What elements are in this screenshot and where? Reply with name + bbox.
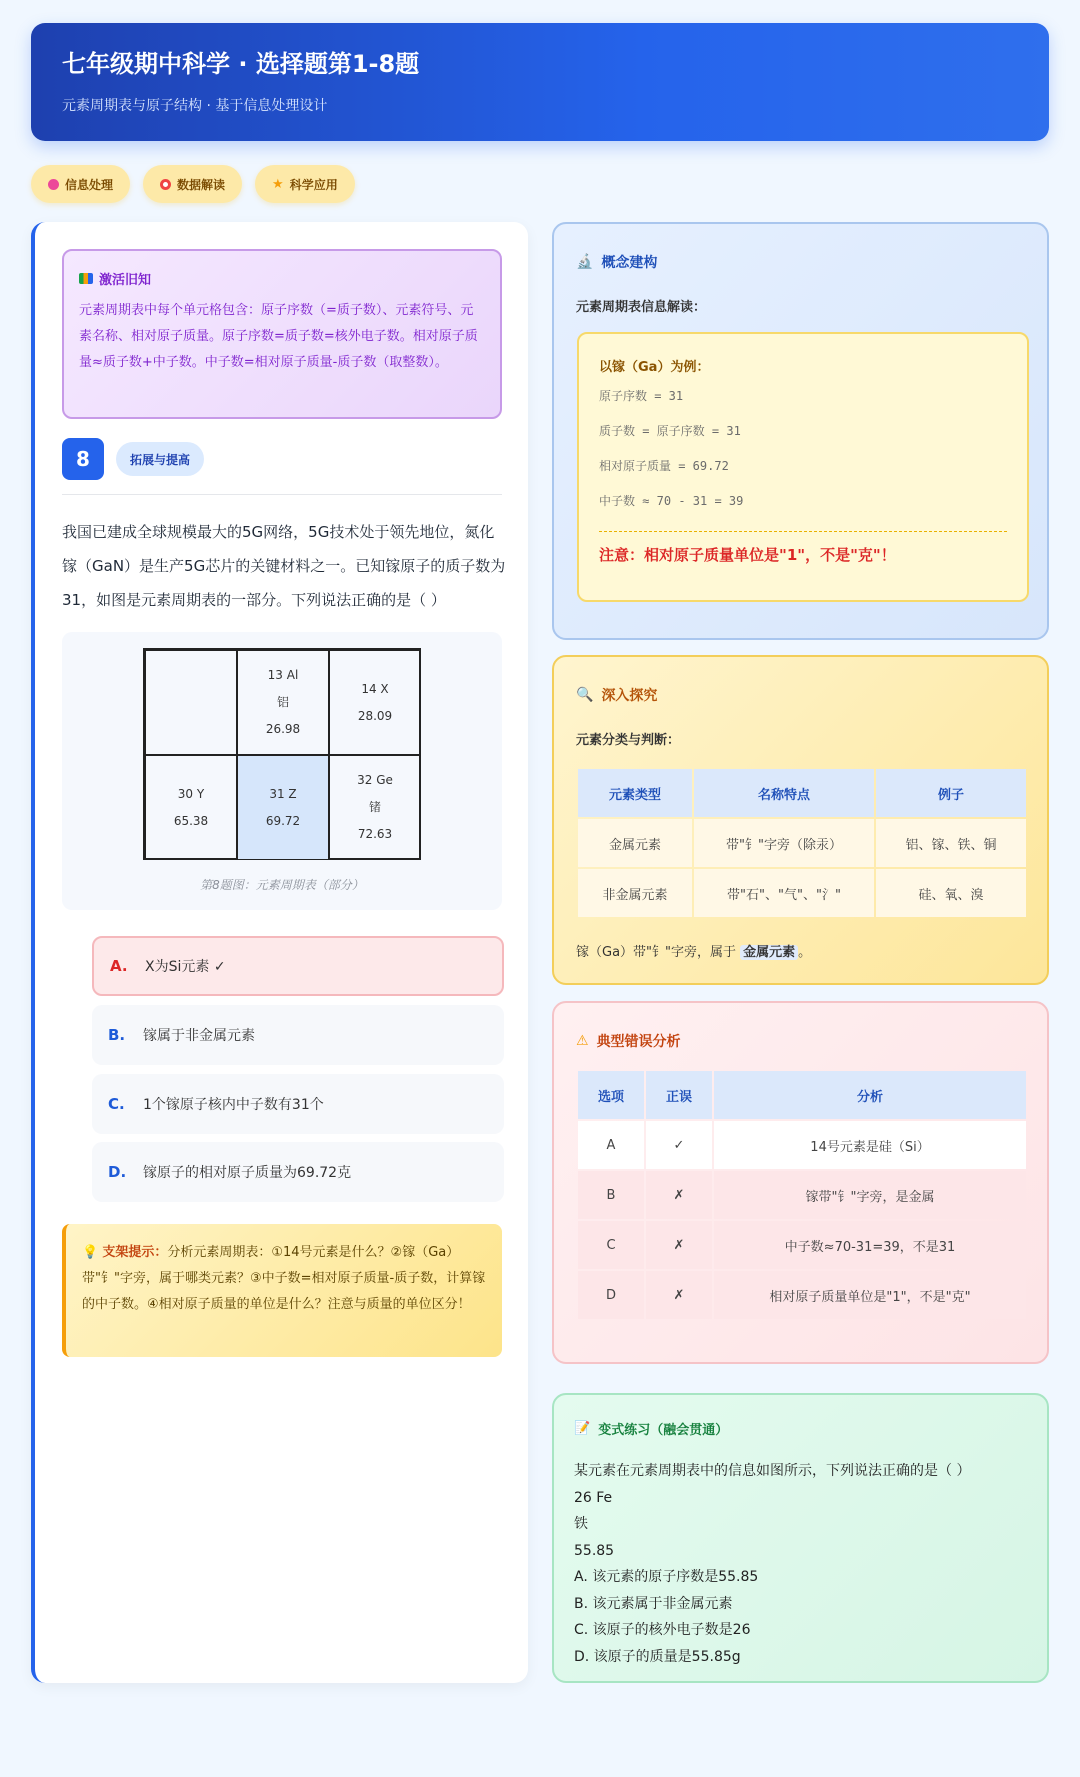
page-title: 七年级期中科学 · 选择题第1-8题: [62, 50, 420, 78]
activate-knowledge-box: [62, 249, 502, 419]
error-analysis-card: [552, 1001, 1049, 1364]
periodic-table-figure: [62, 632, 502, 910]
practice-card: [552, 1393, 1049, 1683]
table-cell: [145, 650, 237, 755]
explore-subtitle: 元素分类与判断：: [576, 733, 681, 748]
page-header: [31, 23, 1049, 141]
lightbulb-icon: 💡: [82, 1245, 99, 1260]
table-header: 元素类型 名称特点 例子: [578, 769, 1026, 817]
question-number: 8: [62, 438, 104, 480]
example-box: [577, 332, 1029, 602]
figure-caption: 第8题图：元素周期表（部分）: [200, 878, 364, 892]
example-title: 以镓（Ga）为例：: [599, 360, 710, 375]
table-row: D ✗ 相对原子质量单位是"1"，不是"克": [578, 1271, 1026, 1319]
practice-content: 某元素在元素周期表中的信息如图所示，下列说法正确的是（ ） 26 Fe 铁 55.85 A. 该元素的原子序数是55.85 B. 该元素属于非金属元素 C. 该原子的核外电子数是26 D. 该原子的质量是55.85g: [574, 1458, 970, 1670]
practice-title: 📝 变式练习（融会贯通）: [574, 1421, 729, 1438]
scaffold-hint: 💡 支架提示：分析元素周期表：①14号元素是什么？②镓（Ga）带"钅"字旁，属于哪类元素？③中子数=相对原子质量-质子数，计算镓的中子数。④相对原子质量的单位是什么？注意与质量的单位区分！: [62, 1224, 502, 1357]
option-a[interactable]: A. X为Si元素 ✓: [92, 936, 504, 996]
brain-icon: [48, 179, 59, 190]
table-header: 选项 正误 分析: [578, 1071, 1026, 1119]
concept-title: 🔬 概念建构: [576, 254, 658, 271]
practice-option-c[interactable]: C. 该原子的核外电子数是26: [574, 1622, 751, 1638]
explore-card: [552, 655, 1049, 985]
concept-card: [552, 222, 1049, 640]
table-cell-al: 13 Al 铝 26.98: [237, 650, 329, 755]
target-icon: [160, 179, 171, 190]
memo-icon: 📝: [574, 1421, 591, 1436]
option-b[interactable]: B. 镓属于非金属元素: [92, 1005, 504, 1065]
activate-body: 元素周期表中每个单元格包含：原子序数（=质子数）、元素符号、元素名称、相对原子质量。原子序数=质子数=核外电子数。相对原子质量≈质子数+中子数。中子数=相对原子质量-质子数（取整数）。: [79, 303, 478, 370]
books-icon: [79, 273, 93, 284]
question-type-badge: 拓展与提高: [116, 442, 204, 476]
microscope-icon: 🔬: [576, 254, 594, 270]
errors-title: ⚠ 典型错误分析: [576, 1033, 681, 1050]
element-classification-table: [576, 767, 1028, 919]
page-subtitle: 元素周期表与原子结构 · 基于信息处理设计: [62, 98, 328, 114]
table-cell-x: 14 X 28.09: [329, 650, 421, 755]
activate-title: 激活旧知: [79, 269, 485, 288]
unit-warning: 注意：相对原子质量单位是"1"，不是"克"！: [599, 546, 896, 564]
practice-option-b[interactable]: B. 该元素属于非金属元素: [574, 1595, 733, 1612]
magnifier-icon: 🔍: [576, 687, 594, 703]
table-cell-y: 30 Y 65.38: [145, 755, 237, 860]
table-cell-ge: 32 Ge 锗 72.63: [329, 755, 421, 860]
table-row: C ✗ 中子数≈70-31=39，不是31: [578, 1221, 1026, 1269]
tag-science-application[interactable]: ★ 科学应用: [255, 165, 355, 203]
tag-list: [31, 165, 355, 203]
question-stem: 我国已建成全球规模最大的5G网络，5G技术处于领先地位，氮化镓（GaN）是生产5G芯片的关键材料之一。已知镓原子的质子数为31，如图是元素周期表的一部分。下列说法正确的是（ ）: [62, 523, 506, 609]
practice-option-a[interactable]: A. 该元素的原子序数是55.85: [574, 1569, 759, 1585]
tag-data-reading[interactable]: 数据解读: [143, 165, 242, 203]
tag-info-processing[interactable]: 信息处理: [31, 165, 130, 203]
table-row: A ✓ 14号元素是硅（Si）: [578, 1121, 1026, 1169]
divider: [62, 494, 502, 495]
warning-icon: ⚠: [576, 1033, 589, 1049]
table-row: 非金属元素 带"石"、"气"、"氵" 硅、氧、溴: [578, 869, 1026, 917]
question-card: [31, 222, 528, 1683]
example-lines: 原子序数 = 31 质子数 = 原子序数 = 31 相对原子质量 = 69.72 中子数 ≈ 70 - 31 = 39: [599, 389, 744, 508]
explore-conclusion: 镓（Ga）带"钅"字旁，属于 金属元素 。: [576, 945, 812, 960]
option-c[interactable]: C. 1个镓原子核内中子数有31个: [92, 1074, 504, 1134]
star-icon: ★: [272, 176, 284, 192]
concept-subtitle: 元素周期表信息解读：: [576, 300, 707, 315]
table-cell-z: 31 Z 69.72: [237, 755, 329, 860]
explore-title: 🔍 深入探究: [576, 687, 658, 704]
table-row: 金属元素 带"钅"字旁（除汞） 铝、镓、铁、铜: [578, 819, 1026, 867]
dashed-divider: [599, 531, 1007, 532]
option-d[interactable]: D. 镓原子的相对原子质量为69.72克: [92, 1142, 504, 1202]
table-row: B ✗ 镓带"钅"字旁，是金属: [578, 1171, 1026, 1219]
error-analysis-table: [576, 1069, 1028, 1321]
periodic-table: [143, 648, 421, 860]
practice-option-d[interactable]: D. 该原子的质量是55.85g: [574, 1648, 741, 1665]
